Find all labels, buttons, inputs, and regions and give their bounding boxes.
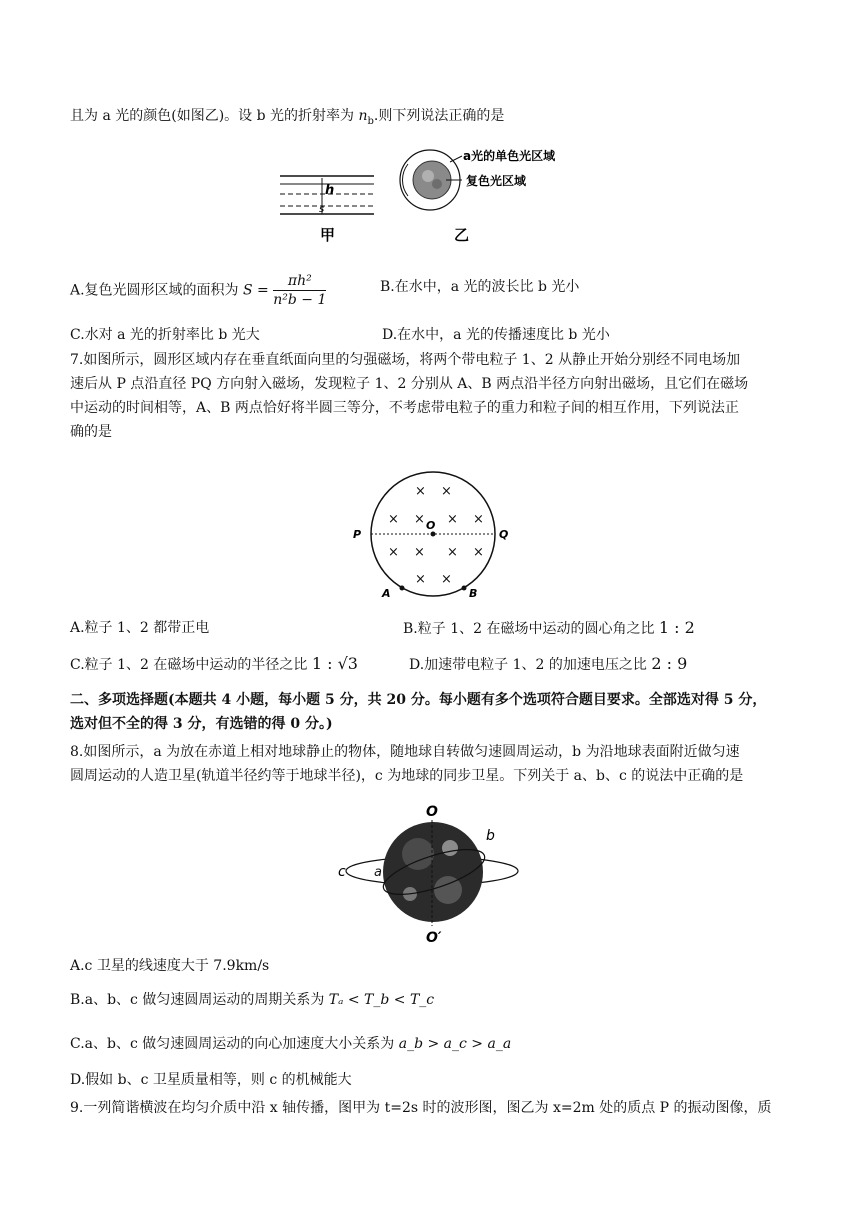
q7-line-3: 中运动的时间相等，A、B 两点恰好将半圆三等分，不考虑带电粒子的重力和粒子间的相互作用，下列说法正 [70, 400, 739, 416]
section2-line-2: 选对但不全的得 3 分，有选错的得 0 分。) [70, 716, 333, 732]
q7-option-a: A.粒子 1、2 都带正电 [70, 620, 210, 636]
q8-c-text: C.a、b、c 做匀速圆周运动的向心加速度大小关系为 [70, 1036, 399, 1052]
q7-c-text: C.粒子 1、2 在磁场中运动的半径之比 [70, 657, 312, 673]
label-a: A [382, 587, 391, 600]
q8-line-2: 圆周运动的人造卫星(轨道半径约等于地球半径)，c 为地球的同步卫星。下列关于 a、b、c 的说法中正确的是 [70, 768, 744, 784]
annot-compound-color: 复色光区域 [466, 174, 527, 188]
label-q: Q [499, 528, 509, 541]
q7-b-ratio: 1 : 2 [658, 618, 695, 637]
q9-line-1: 9.一列简谐横波在均匀介质中沿 x 轴传播，图甲为 t=2s 时的波形图，图乙为 x=2m 处的质点 P 的振动图像，质 [70, 1100, 772, 1116]
svg-text:×: × [447, 512, 458, 527]
label-o: O [426, 519, 436, 532]
q6-option-c: C.水对 a 光的折射率比 b 光大 [70, 327, 260, 343]
label-b: b [486, 828, 495, 844]
q8-c-relation: a_b > a_c > a_a [398, 1036, 512, 1052]
label-o-bottom: O′ [426, 930, 442, 946]
q8-option-d: D.假如 b、c 卫星质量相等，则 c 的机械能大 [70, 1072, 352, 1088]
q6-option-a [70, 272, 326, 309]
q6-option-d: D.在水中，a 光的传播速度比 b 光小 [382, 327, 610, 343]
q7-line-2: 速后从 P 点沿直径 PQ 方向射入磁场，发现粒子 1、2 分别从 A、B 两点沿半径方向射出磁场，且它们在磁场 [70, 376, 749, 392]
q8-option-a: A.c 卫星的线速度大于 7.9km/s [70, 958, 270, 974]
label-s: s [319, 204, 325, 215]
point-a [400, 586, 405, 591]
label-a: a [374, 865, 382, 880]
svg-text:×: × [441, 572, 452, 587]
q7-magnetic-field-figure [345, 466, 515, 606]
intro-text-end: .则下列说法正确的是 [373, 108, 505, 124]
label-p: P [353, 528, 362, 541]
q8-line-1: 8.如图所示，a 为放在赤道上相对地球静止的物体，随地球自转做匀速圆周运动，b 为沿地球表面附近做匀速 [70, 744, 740, 760]
q7-option-c [70, 654, 358, 675]
svg-text:×: × [441, 484, 452, 499]
q6-a-lhs: S = [243, 282, 274, 299]
field-crosses [388, 484, 484, 587]
n-variable: n [358, 108, 368, 124]
svg-text:×: × [447, 545, 458, 560]
q7-line-1: 7.如图所示，圆形区域内存在垂直纸面向里的匀强磁场，将两个带电粒子 1、2 从静止开始分别经不同电场加 [70, 352, 741, 368]
label-b: B [469, 587, 478, 600]
q7-option-b [403, 618, 695, 639]
intro-line [70, 106, 504, 132]
earth-globe [383, 822, 483, 922]
center-point [431, 532, 436, 537]
q7-option-d [409, 654, 687, 675]
q7-c-ratio: 1 : √3 [311, 654, 358, 673]
q6-a-text: A.复色光圆形区域的面积为 [70, 282, 244, 299]
svg-text:×: × [415, 572, 426, 587]
label-c: c [338, 864, 346, 880]
q7-b-text: B.粒子 1、2 在磁场中运动的圆心角之比 [403, 621, 659, 637]
fraction-denominator: n²b − 1 [273, 292, 327, 308]
q8-option-c [70, 1034, 511, 1054]
svg-text:×: × [388, 545, 399, 560]
svg-text:×: × [414, 545, 425, 560]
svg-text:×: × [473, 545, 484, 560]
intro-text: 且为 a 光的颜色(如图乙)。设 b 光的折射率为 [70, 108, 359, 124]
n-subscript: b [367, 115, 374, 127]
area-fraction [273, 272, 326, 309]
q7-line-4: 确的是 [70, 424, 112, 440]
label-o-top: O [426, 804, 438, 820]
q7-d-text: D.加速带电粒子 1、2 的加速电压之比 [409, 657, 652, 673]
q6-figure [270, 148, 600, 248]
svg-text:×: × [415, 484, 426, 499]
section2-line-1: 二、多项选择题(本题共 4 小题，每小题 5 分，共 20 分。每小题有多个选项符合题目要求。全部选对得 5 分， [70, 692, 767, 708]
q8-b-relation: Tₐ < T_b < T_c [328, 992, 435, 1008]
svg-text:×: × [414, 512, 425, 527]
q8-earth-orbit-figure [330, 798, 530, 946]
svg-text:×: × [473, 512, 484, 527]
q8-option-b [70, 990, 434, 1010]
q8-b-text: B.a、b、c 做匀速圆周运动的周期关系为 [70, 992, 329, 1008]
annot-single-color: a光的单色光区域 [463, 149, 556, 163]
label-h: h [325, 183, 335, 198]
q7-d-ratio: 2 : 9 [651, 654, 688, 673]
label-yi: 乙 [454, 226, 470, 244]
fraction-numerator: πh² [273, 272, 326, 291]
q6-option-b: B.在水中，a 光的波长比 b 光小 [380, 279, 580, 295]
point-b [462, 586, 467, 591]
label-jia: 甲 [320, 226, 336, 244]
svg-text:×: × [388, 512, 399, 527]
